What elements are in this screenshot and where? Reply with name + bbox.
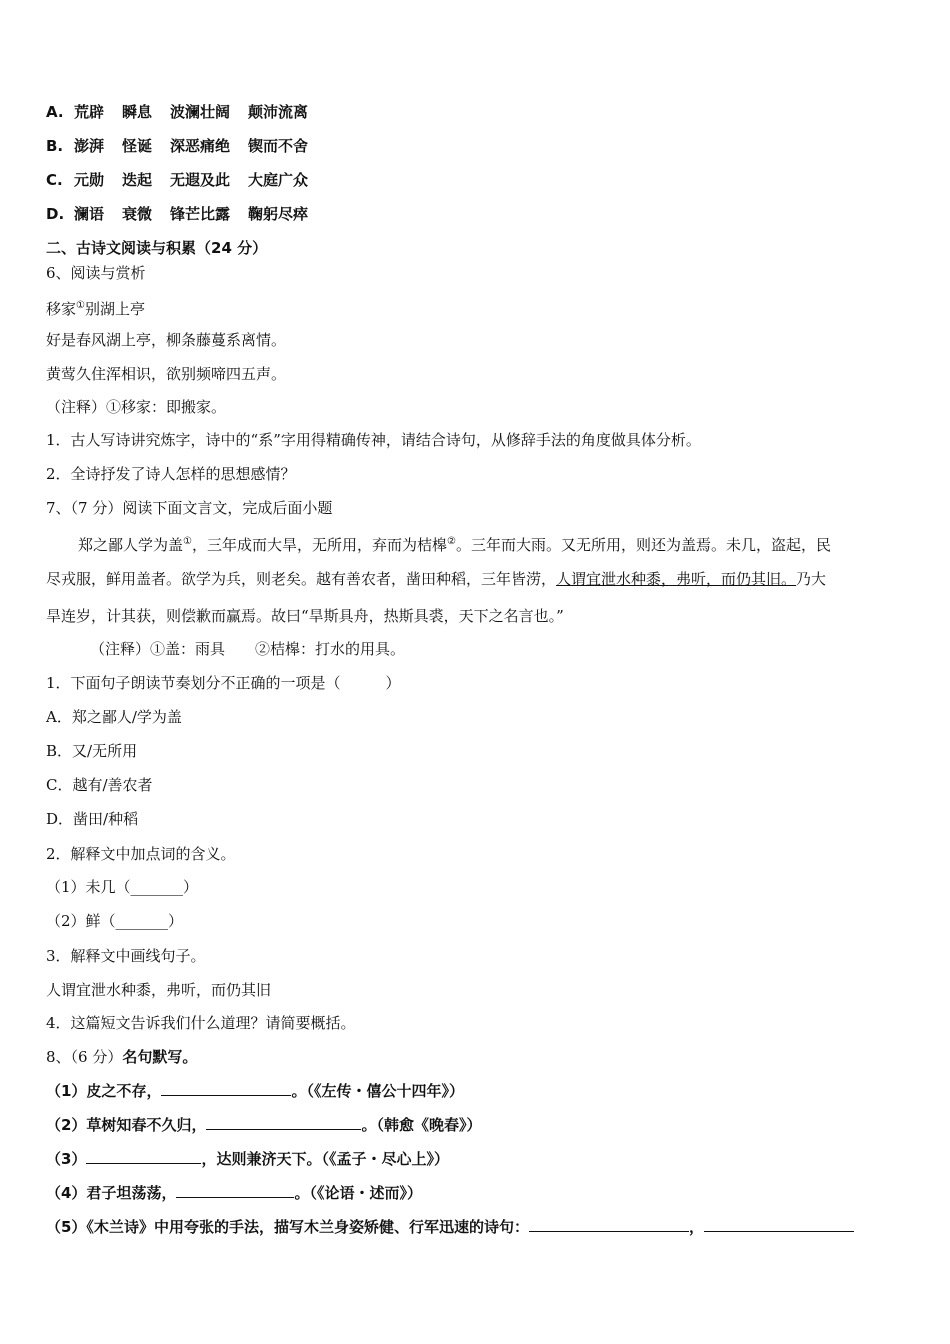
word: 元勋 [74,171,105,189]
word: 荒辟 [74,103,105,121]
poem-line: 黄莺久住浑相识，欲别频啼四五声。 [46,365,287,383]
word: 衰微 [122,205,153,223]
question: 1．下面句子朗读节奏划分不正确的一项是（ ） [46,674,401,692]
choice: D．凿田/种稻 [46,810,139,828]
word: 大庭广众 [248,171,309,189]
choice: A．郑之鄙人/学为盖 [46,708,182,726]
section-title: 二、古诗文阅读与积累（24 分） [46,239,268,257]
word: 无遐及此 [170,171,231,189]
sub-item: （1）未几（_______） [46,878,199,896]
option-d [46,203,308,225]
fill-item: （3） ，达则兼济天下。（《孟子・尽心上》） [46,1150,449,1168]
option-label: C. [46,171,63,189]
question: 3．解释文中画线句子。 [46,947,206,965]
option-label: A. [46,103,64,121]
choice: B．又/无所用 [46,742,138,760]
note: （注释）①盖：雨具 ②桔槔：打水的用具。 [90,640,406,658]
question: 2．解释文中加点词的含义。 [46,845,236,863]
answer-blank [161,1081,291,1096]
answer-blank [704,1217,854,1232]
poem-title: 移家①别湖上亭 [46,300,145,318]
answer-blank [206,1115,361,1130]
fill-item: （4）君子坦荡荡， 。（《论语・述而》） [46,1184,422,1202]
word: 鞠躬尽瘁 [248,205,309,223]
word: 颠沛流离 [248,103,309,121]
note: （注释）①移家：即搬家。 [46,398,227,416]
answer-blank [529,1217,689,1232]
word: 波澜壮阔 [170,103,231,121]
sub-item: （2）鲜（_______） [46,912,184,930]
passage-line: 郑之鄙人学为盖①，三年成而大旱，无所用，弃而为桔槔②。三年而大雨。又无所用，则还为盖焉。未几，盗起，民 [78,536,831,554]
fill-item: （2）草树知春不久归， 。（韩愈《晚春》） [46,1116,482,1134]
choice: C．越有/善农者 [46,776,153,794]
option-c [46,169,308,191]
option-label: B. [46,137,64,155]
underlined-sentence: 人谓宜泄水种黍，弗听，而仍其旧。 [556,570,797,588]
option-a [46,101,308,123]
q7-title: 7、（7 分）阅读下面文言文，完成后面小题 [46,499,333,517]
question: 2．全诗抒发了诗人怎样的思想感情？ [46,465,296,483]
option-b [46,135,308,157]
answer-blank [176,1183,294,1198]
word: 瞬息 [122,103,153,121]
passage-line: 旱连岁，计其获，则偿歉而赢焉。故曰“旱斯具舟，热斯具裘，天下之名言也。” [46,607,564,625]
fill-item: （1）皮之不存， 。（《左传・僖公十四年》） [46,1082,464,1100]
word: 锋芒比露 [170,205,231,223]
option-label: D. [46,205,65,223]
word: 澎湃 [74,137,105,155]
answer-blank [86,1149,201,1164]
word: 深恶痛绝 [170,137,231,155]
word: 澜语 [74,205,105,223]
sentence: 人谓宜泄水种黍，弗听，而仍其旧 [46,981,272,999]
word: 锲而不舍 [248,137,309,155]
poem-line: 好是春风湖上亭，柳条藤蔓系离情。 [46,331,287,349]
passage-line: 尽戎服，鲜用盖者。欲学为兵，则老矣。越有善农者，凿田种稻，三年皆涝，人谓宜泄水种黍，弗听，而仍其旧。乃大 [46,570,827,588]
word: 迭起 [122,171,153,189]
question: 1．古人写诗讲究炼字，诗中的“系”字用得精确传神，请结合诗句，从修辞手法的角度做具体分析。 [46,431,701,449]
question: 4．这篇短文告诉我们什么道理？请简要概括。 [46,1014,356,1032]
word: 怪诞 [122,137,153,155]
q8-title: 8、（6 分）名句默写。 [46,1048,198,1066]
fill-item: （5）《木兰诗》中用夸张的手法，描写木兰身姿矫健、行军迅速的诗句： ， [46,1216,854,1238]
q6-title: 6、阅读与赏析 [46,264,146,282]
